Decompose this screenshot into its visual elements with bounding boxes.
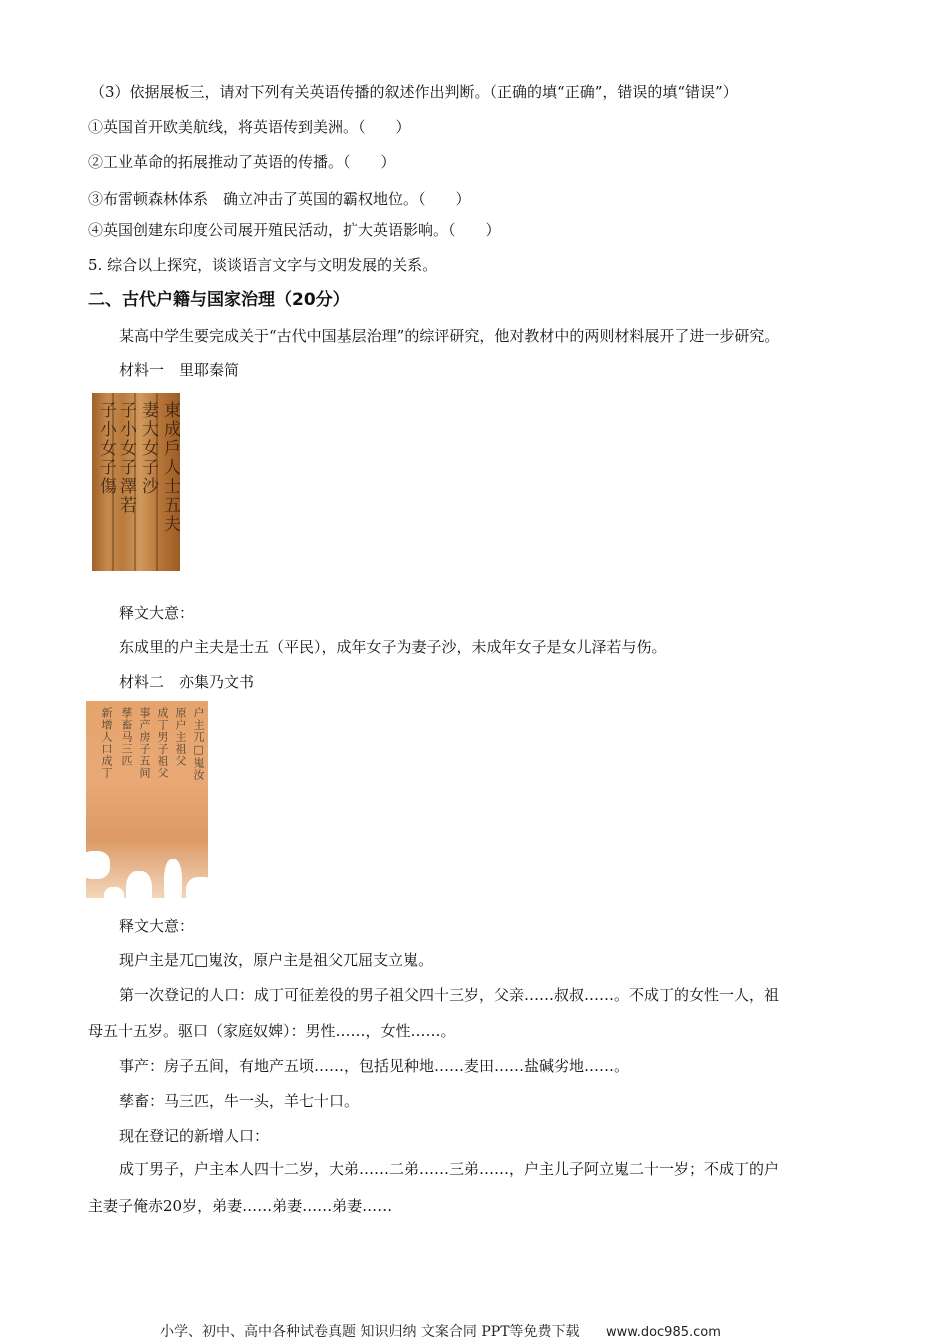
paper-col-5: 孳畜马三匹: [120, 707, 133, 767]
material2-line-4: 事产：房子五间，有地产五顷……，包括见种地……麦田……盐碱劣地……。: [119, 1057, 630, 1075]
paper-col-3: 成丁男子祖父: [156, 707, 169, 779]
material1-shiwen-label: 释文大意：: [119, 604, 195, 622]
section-heading: 二、古代户籍与国家治理（20分）: [88, 290, 350, 310]
q3-item-4: ④英国创建东印度公司展开殖民活动，扩大英语影响。（ ）: [88, 221, 501, 239]
material2-shiwen-label: 释文大意：: [119, 917, 195, 935]
paper-col-2: 原户主祖父: [174, 707, 187, 767]
yijinai-document-image: [86, 701, 208, 898]
material2-line-2: 第一次登记的人口：成丁可征差役的男子祖父四十三岁，父亲……叔叔……。不成丁的女性一人，祖: [119, 986, 780, 1004]
material2-line-6: 现在登记的新增人口：: [119, 1127, 270, 1145]
page-footer: [160, 1323, 721, 1342]
q3-item-3: ③布雷顿森林体系 确立冲击了英国的霸权地位。（ ）: [88, 190, 471, 208]
bamboo-col-2: 妻大女子沙: [138, 401, 158, 496]
material2-label: 材料二 亦集乃文书: [119, 673, 255, 691]
paper-col-6: 新增人口成丁: [100, 707, 113, 779]
paper-col-4: 事产房子五间: [138, 707, 151, 779]
material1-label: 材料一 里耶秦简: [119, 361, 240, 379]
bamboo-col-1: 東成戶人士五夫: [160, 401, 180, 534]
material2-line-8: 主妻子俺赤20岁，弟妻……弟妻……弟妻……: [88, 1197, 393, 1215]
footer-url[interactable]: www.doc985.com: [605, 1325, 721, 1340]
material2-line-1: 现户主是兀□嵬汝，原户主是祖父兀屈支立嵬。: [119, 951, 434, 969]
section-intro: 某高中学生要完成关于“古代中国基层治理”的综评研究，他对教材中的两则材料展开了进一步研究。: [119, 327, 780, 345]
q5-prompt: 5. 综合以上探究，谈谈语言文字与文明发展的关系。: [88, 256, 438, 274]
q3-item-1: ①英国首开欧美航线，将英语传到美洲。（ ）: [88, 118, 411, 136]
bamboo-slip-image: [92, 393, 180, 571]
q3-prompt: （3）依据展板三，请对下列有关英语传播的叙述作出判断。（正确的填“正确”，错误的填“错误”）: [90, 83, 738, 101]
q3-item-2: ②工业革命的拓展推动了英语的传播。（ ）: [88, 153, 396, 171]
paper-col-1: 户主兀□嵬汝: [192, 707, 205, 781]
material2-line-7: 成丁男子，户主本人四十二岁，大弟……二弟……三弟……，户主儿子阿立嵬二十一岁；不成丁的户: [119, 1160, 780, 1178]
bamboo-col-4: 子小女子傷: [96, 401, 116, 496]
footer-text: 小学、初中、高中各种试卷真题 知识归纳 文案合同 PPT等免费下载: [160, 1324, 580, 1340]
material1-text: 东成里的户主夫是士五（平民），成年女子为妻子沙，未成年女子是女儿泽若与伤。: [119, 638, 667, 656]
bamboo-col-3: 子小女子澤若: [116, 401, 136, 515]
material2-line-5: 孳畜：马三匹，牛一头，羊七十口。: [119, 1092, 360, 1110]
material2-line-3: 母五十五岁。驱口（家庭奴婢）：男性……，女性……。: [88, 1022, 456, 1040]
